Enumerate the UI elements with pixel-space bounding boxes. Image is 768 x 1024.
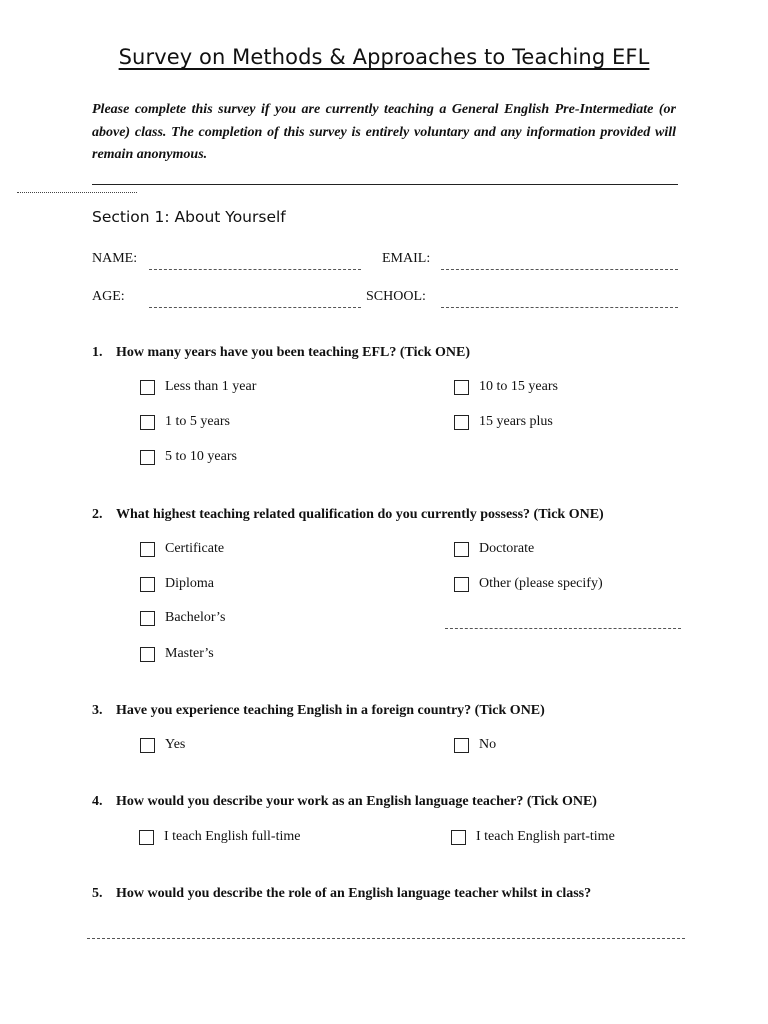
question-5 [92, 886, 591, 902]
name-field[interactable] [149, 269, 361, 270]
question-text: How would you describe your work as an English language teacher? (Tick ONE) [116, 794, 597, 809]
email-label: EMAIL: [382, 251, 431, 266]
option-10-to-15-years[interactable] [454, 379, 558, 395]
option-label: Less than 1 year [165, 379, 257, 394]
divider-stub [17, 192, 137, 193]
question-number: 5. [92, 886, 103, 901]
checkbox[interactable] [454, 542, 469, 557]
option-bachelors[interactable] [140, 610, 225, 626]
option-label: Yes [165, 737, 186, 752]
question-text: How would you describe the role of an English language teacher whilst in class? [116, 886, 592, 901]
checkbox[interactable] [451, 830, 466, 845]
option-part-time[interactable] [451, 829, 615, 845]
intro-paragraph: Please complete this survey if you are currently teaching a General English Pre-Intermediate (or above) class. The completion of this survey is entirely voluntary and any information provided will remain anonymous. [92, 102, 676, 162]
option-certificate[interactable] [140, 541, 224, 557]
option-label: Doctorate [479, 541, 535, 556]
question-text: How many years have you been teaching EFL? (Tick ONE) [116, 345, 471, 360]
question-text: What highest teaching related qualification do you currently possess? (Tick ONE) [116, 507, 604, 522]
question-2 [92, 507, 604, 523]
checkbox[interactable] [140, 415, 155, 430]
option-15-years-plus[interactable] [454, 414, 553, 430]
option-doctorate[interactable] [454, 541, 534, 557]
option-yes[interactable] [140, 737, 185, 753]
option-other[interactable] [454, 576, 603, 592]
option-masters[interactable] [140, 646, 214, 662]
divider-line [92, 184, 678, 185]
question-number: 4. [92, 794, 103, 809]
option-no[interactable] [454, 737, 496, 753]
option-full-time[interactable] [139, 829, 300, 845]
question-5-answer-line[interactable] [87, 938, 685, 939]
checkbox[interactable] [140, 647, 155, 662]
option-label: I teach English full-time [164, 829, 301, 844]
option-label: 10 to 15 years [479, 379, 558, 394]
school-field[interactable] [441, 307, 678, 308]
option-5-to-10-years[interactable] [140, 449, 237, 465]
checkbox[interactable] [454, 577, 469, 592]
age-label: AGE: [92, 289, 125, 304]
question-3 [92, 703, 545, 719]
checkbox[interactable] [140, 450, 155, 465]
question-4 [92, 794, 597, 810]
checkbox[interactable] [140, 611, 155, 626]
option-1-to-5-years[interactable] [140, 414, 230, 430]
question-number: 2. [92, 507, 103, 522]
option-diploma[interactable] [140, 576, 214, 592]
school-label: SCHOOL: [366, 289, 426, 304]
email-field[interactable] [441, 269, 678, 270]
question-number: 3. [92, 703, 103, 718]
option-label: Bachelor’s [165, 610, 226, 625]
question-1 [92, 345, 470, 361]
option-label: Master’s [165, 646, 214, 661]
section-1-title: Section 1: About Yourself [92, 208, 286, 226]
checkbox[interactable] [454, 738, 469, 753]
other-specify-field[interactable] [445, 628, 681, 629]
option-label: 5 to 10 years [165, 449, 237, 464]
checkbox[interactable] [454, 415, 469, 430]
option-label: 15 years plus [479, 414, 553, 429]
option-label: Other (please specify) [479, 576, 603, 591]
name-label: NAME: [92, 251, 138, 266]
option-label: Certificate [165, 541, 225, 556]
age-field[interactable] [149, 307, 361, 308]
question-number: 1. [92, 345, 103, 360]
checkbox[interactable] [139, 830, 154, 845]
option-less-than-1-year[interactable] [140, 379, 256, 395]
option-label: I teach English part-time [476, 829, 615, 844]
survey-title: Survey on Methods & Approaches to Teaching EFL [118, 45, 650, 69]
checkbox[interactable] [454, 380, 469, 395]
option-label: No [479, 737, 497, 752]
checkbox[interactable] [140, 542, 155, 557]
option-label: 1 to 5 years [165, 414, 230, 429]
checkbox[interactable] [140, 738, 155, 753]
checkbox[interactable] [140, 380, 155, 395]
question-text: Have you experience teaching English in a foreign country? (Tick ONE) [116, 703, 545, 718]
checkbox[interactable] [140, 577, 155, 592]
option-label: Diploma [165, 576, 214, 591]
